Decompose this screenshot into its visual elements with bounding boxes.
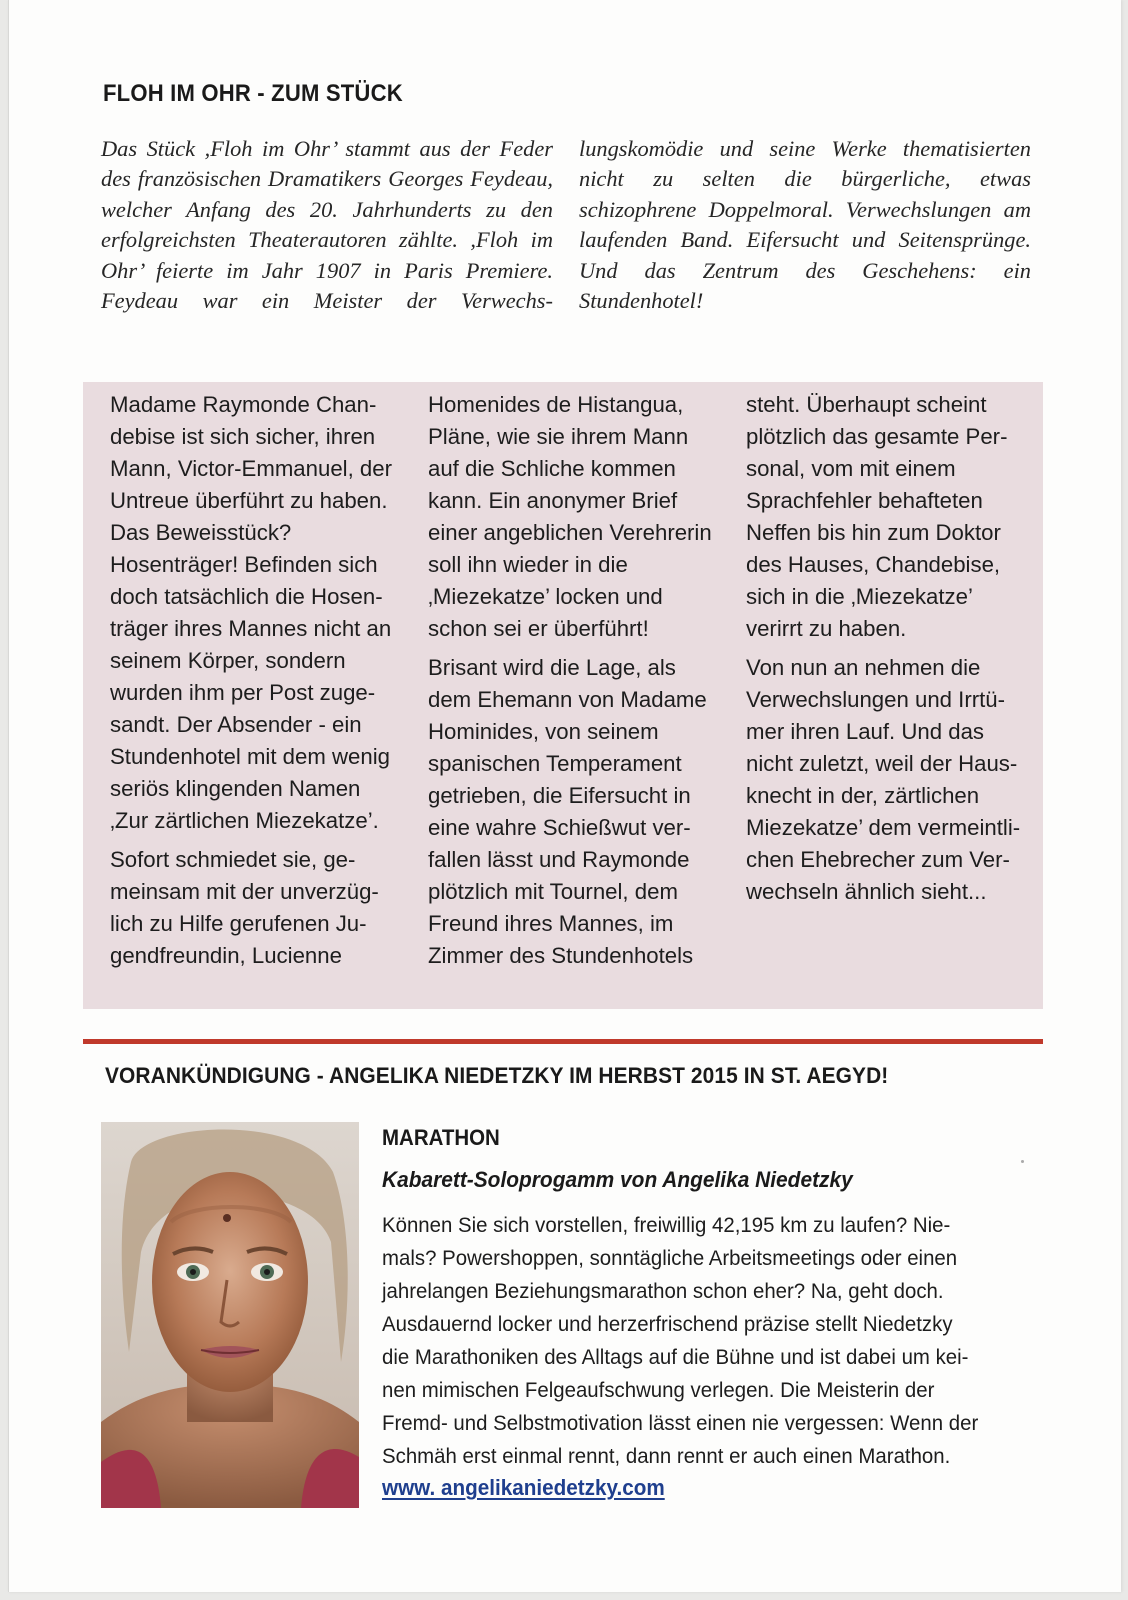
- plot-paragraph: Brisant wird die Lage, als dem Ehemann von Madame Hominides, von seinem spanischen Temperament getrieben, die Eifersucht in eine wahre Schießwut verfallen lässt und Raymonde plötzlich mit Tournel, dem Freund ihres Mannes, im Zimmer des Stundenhotels steht. Überhaupt scheint plötzlich das gesamte Personal, vom mit einem Sprachfehler behafteten Neffen bis hin zum Doktor des Hauses, Chandebise, sich in die ‚Miezekatze’ verirrt zu haben.: [428, 392, 1008, 968]
- description-line: Ausdauernd locker und herzerfrischend präzise stellt Niedetzky: [382, 1311, 953, 1336]
- description-line: Schmäh erst einmal rennt, dann rennt er auch einen Marathon.: [382, 1443, 951, 1468]
- program-title: MARATHON: [382, 1125, 500, 1150]
- plot-paragraph: Madame Raymonde Chandebise ist sich sicher, ihren Mann, Victor-Emmanuel, der Untreue überführt zu haben. Das Beweisstück? Hosenträger! Befinden sich doch tatsächlich die Hosenträger ihres Mannes nicht an seinem Körper, sondern wurden ihm per Post zugesandt. Der Absender - ein Stundenhotel mit dem wenig seriös klingenden Namen ‚Zur zärtlichen Miezekatze’.: [110, 392, 392, 833]
- description-line: mals? Powershoppen, sonntägliche Arbeitsmeetings oder einen: [382, 1245, 958, 1270]
- description-line: Können Sie sich vorstellen, freiwillig 42,195 km zu laufen? Nie-: [382, 1212, 951, 1237]
- program-subtitle: Kabarett-Soloprogamm von Angelika Niedetzky: [382, 1167, 853, 1192]
- description-line: jahrelangen Beziehungsmarathon schon eher? Na, geht doch.: [382, 1278, 944, 1303]
- plot-paragraph: Von nun an nehmen die Verwechslungen und Irrtümer ihren Lauf. Und das nicht zuletzt, weil der Hausknecht in der, zärtlichen Miezekatze’ dem vermeintlichen Ehebrecher zum Verwechseln ähnlich sieht...: [746, 655, 1021, 904]
- speck: [1021, 1160, 1024, 1163]
- program-description: [382, 1208, 1042, 1472]
- flyer-page: [8, 0, 1121, 1592]
- portrait-photo-illustration: [101, 1122, 359, 1508]
- intro-text: Das Stück ,Floh im Ohr’ stammt aus der Feder des französischen Dramatikers Georges Feydeau, welcher Anfang des 20. Jahrhunderts zu den erfolgreichsten Theaterautoren zählte. ,Floh im Ohr’ feierte im Jahr 1907 in Paris Premiere. Feydeau war ein Meister der Verwechslungskomödie und seine Werke thematisierten nicht zu selten die bürgerliche, etwas schizophrene Doppelmoral. Verwechslungen am laufenden Band. Eifersucht und Seitensprünge. Und das Zentrum des Geschehens: ein Stundenhotel!: [101, 136, 1031, 314]
- website-link[interactable]: www. angelikaniedetzky.com: [382, 1475, 665, 1500]
- divider-line: [83, 1039, 1043, 1044]
- description-line: nen mimischen Felgeaufschwung verlegen. Die Meisterin der: [382, 1377, 935, 1402]
- description-line: die Marathoniken des Alltags auf die Bühne und ist dabei um kei-: [382, 1344, 969, 1369]
- description-line: Fremd- und Selbstmotivation lässt einen nie vergessen: Wenn der: [382, 1410, 979, 1435]
- announcement-title: VORANKÜNDIGUNG - ANGELIKA NIEDETZKY IM HERBST 2015 IN ST. AEGYD!: [105, 1063, 889, 1088]
- section-title: FLOH IM OHR - ZUM STÜCK: [103, 80, 403, 107]
- plot-paragraph: Sofort schmiedet sie, gemeinsam mit der unverzüglich zu Hilfe gerufenen Jugendfreundin, Lucienne Homenides de Histangua, Pläne, wie sie ihrem Mann auf die Schliche kommen kann. Ein anonymer Brief einer angeblichen Verehrerin soll ihn wieder in die ‚Miezekatze’ locken und schon sei er überführt!: [110, 392, 712, 968]
- portrait-photo: [101, 1122, 359, 1508]
- plot-columns: [110, 389, 1030, 989]
